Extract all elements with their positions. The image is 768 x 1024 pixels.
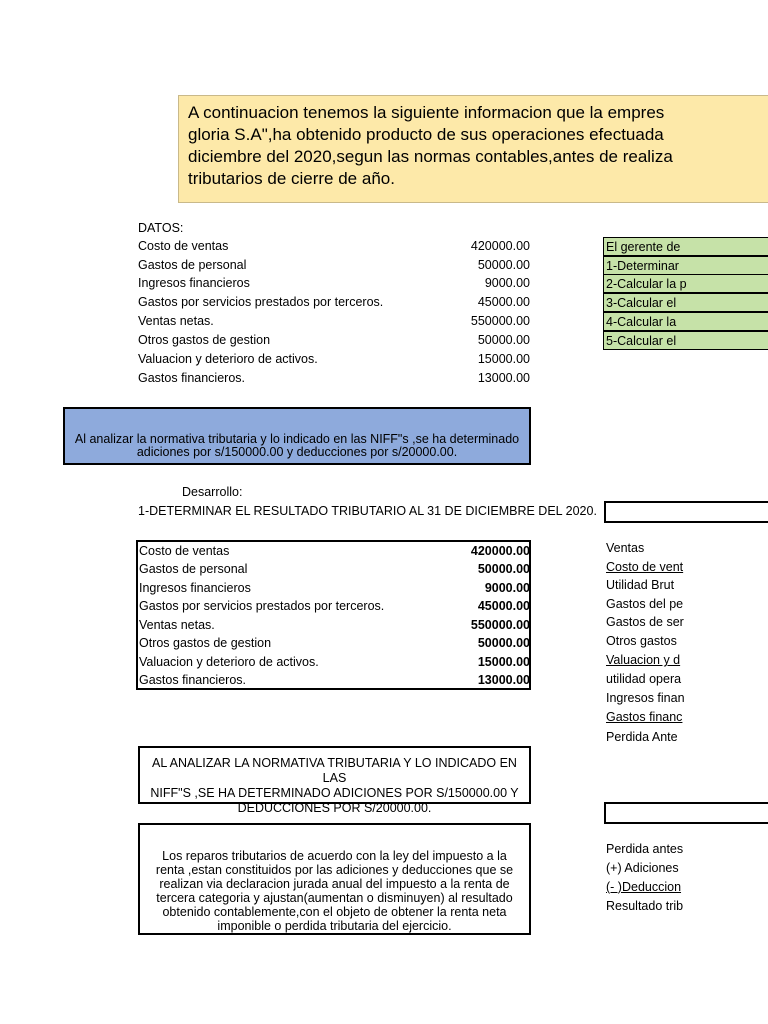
intro-line: A continuacion tenemos la siguiente informacion que la empres [188, 103, 665, 122]
datos-value: 550000.00 [470, 314, 530, 328]
datos-row [138, 274, 530, 293]
datos-row [138, 331, 530, 350]
resultado-header-box [604, 802, 768, 824]
datos-value: 50000.00 [477, 333, 530, 347]
datos-heading: DATOS: [138, 221, 184, 235]
datos-row [138, 369, 530, 388]
table-row [139, 616, 530, 635]
task-cell: 4-Calcular la [603, 312, 768, 331]
datos-value: 13000.00 [477, 371, 530, 385]
datos-row [138, 350, 530, 369]
datos-label: Otros gastos de gestion [138, 333, 271, 347]
datos-value: 50000.00 [477, 258, 530, 272]
table-row [139, 634, 530, 653]
datos-label: Valuacion y deterioro de activos. [138, 352, 318, 366]
datos-label: Ventas netas. [138, 314, 214, 328]
task-cell: 3-Calcular el [603, 293, 768, 312]
table-value: 50000.00 [477, 636, 530, 650]
table-label: Ventas netas. [139, 618, 215, 632]
datos-row [138, 312, 530, 331]
intro-line: diciembre del 2020,segun las normas contables,antes de realiza [188, 147, 673, 166]
table-label: Gastos financieros. [139, 673, 246, 687]
datos-label: Gastos de personal [138, 258, 247, 272]
table-label: Ingresos financieros [139, 581, 251, 595]
table-row [139, 542, 530, 561]
caps-note-line: NIFF"S ,SE HA DETERMINADO ADICIONES POR S/150000.00 Y [150, 786, 519, 800]
blue-note-line: Al analizar la normativa tributaria y lo indicado en las NIFF"s ,se ha determinado [74, 432, 520, 446]
datos-value: 9000.00 [484, 276, 530, 290]
blue-note-box [63, 407, 531, 465]
table-label: Valuacion y deterioro de activos. [139, 655, 319, 669]
resultado-row: (- )Deduccion [606, 880, 682, 894]
datos-value: 15000.00 [477, 352, 530, 366]
estado-row: Utilidad Brut [606, 578, 675, 592]
estado-row: Gastos del pe [606, 597, 684, 611]
datos-value: 420000.00 [470, 239, 530, 253]
task-cell: 5-Calcular el [603, 331, 768, 350]
step1-title: 1-DETERMINAR EL RESULTADO TRIBUTARIO AL 31 DE DICIEMBRE DEL 2020. [138, 504, 597, 518]
table-value: 550000.00 [470, 618, 530, 632]
datos-label: Costo de ventas [138, 239, 229, 253]
datos-value: 45000.00 [477, 295, 530, 309]
estado-row: Ventas [606, 541, 645, 555]
estado-row: Gastos de ser [606, 615, 684, 629]
table-label: Gastos de personal [139, 562, 248, 576]
table-value: 50000.00 [477, 562, 530, 576]
table-value: 45000.00 [477, 599, 530, 613]
caps-note-line: DEDUCCIONES POR S/20000.00. [237, 801, 432, 815]
estado-row: Perdida Ante [606, 730, 678, 744]
table-value: 15000.00 [477, 655, 530, 669]
estado-row: utilidad opera [606, 672, 682, 686]
task-cell: El gerente de [603, 237, 768, 256]
reparos-line: Los reparos tributarios de acuerdo con la ley del impuesto a la [162, 849, 507, 863]
datos-row [138, 256, 530, 275]
intro-box [178, 95, 768, 203]
reparos-line: realizan via declaracion jurada anual del impuesto a la renta de [159, 877, 510, 891]
estado-row: Gastos financ [606, 710, 683, 724]
table-row [139, 560, 530, 579]
estado-row: Ingresos finan [606, 691, 685, 705]
task-cell: 1-Determinar [603, 256, 768, 275]
estado-header-box [604, 501, 768, 523]
table-value: 9000.00 [484, 581, 530, 595]
datos-row [138, 293, 530, 312]
table-row [139, 579, 530, 598]
resultado-row: Perdida antes [606, 842, 684, 856]
resultado-row: Resultado trib [606, 899, 684, 913]
intro-line: gloria S.A",ha obtenido producto de sus operaciones efectuada [188, 125, 664, 144]
reparos-line: obtenido contablemente,con el objeto de obtener la renta neta [162, 905, 507, 919]
datos-label: Ingresos financieros [138, 276, 250, 290]
reparos-line: imponible o perdida tributaria del ejercicio. [217, 919, 452, 933]
table-label: Costo de ventas [139, 544, 230, 558]
estado-row: Valuacion y d [606, 653, 681, 667]
task-cell: 2-Calcular la p [603, 274, 768, 293]
table-label: Otros gastos de gestion [139, 636, 272, 650]
reparos-line: renta ,estan constituidos por las adiciones y deducciones que se [155, 863, 514, 877]
resultado-row: (+) Adiciones [606, 861, 679, 875]
estado-row: Costo de vent [606, 560, 684, 574]
table-value: 420000.00 [470, 544, 530, 558]
caps-note-box [138, 746, 531, 815]
reparos-line: tercera categoria y ajustan(aumentan o disminuyen) al resultado [156, 891, 513, 905]
estado-row: Otros gastos [606, 634, 677, 648]
desarrollo-table [136, 540, 531, 690]
blue-note-line: adiciones por s/150000.00 y deducciones por s/20000.00. [136, 445, 458, 459]
reparos-note-box [138, 823, 531, 935]
caps-note-line: AL ANALIZAR LA NORMATIVA TRIBUTARIA Y LO INDICADO EN LAS [152, 756, 517, 785]
table-value: 13000.00 [477, 673, 530, 687]
table-row [139, 671, 530, 690]
intro-line: tributarios de cierre de año. [188, 169, 395, 188]
table-row [139, 597, 530, 616]
desarrollo-heading: Desarrollo: [182, 485, 243, 499]
datos-label: Gastos por servicios prestados por terceros. [138, 295, 384, 309]
datos-row [138, 237, 530, 256]
table-label: Gastos por servicios prestados por terceros. [139, 599, 385, 613]
table-row [139, 653, 530, 672]
datos-label: Gastos financieros. [138, 371, 245, 385]
